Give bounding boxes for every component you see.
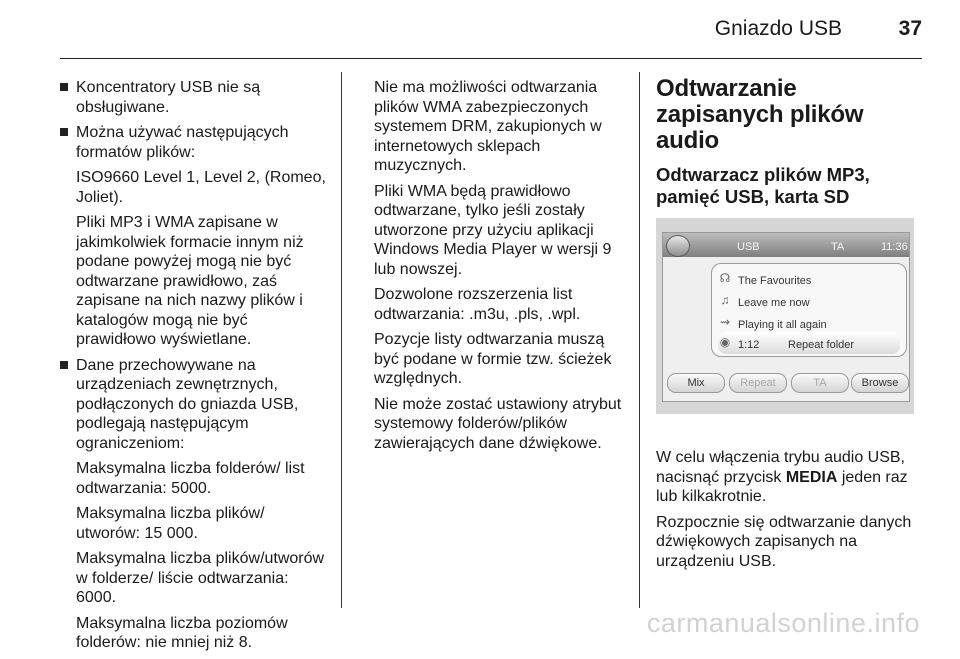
paragraph: Pozycje listy odtwarzania muszą być podane w formie tzw. ścieżek względnych. xyxy=(374,331,612,387)
track-list xyxy=(711,263,907,357)
paragraph xyxy=(656,448,922,507)
browse-button: Browse xyxy=(851,373,909,393)
bullet-text: Dane przechowywane na urządzeniach zewnętrznych, podłączonych do gniazda USB, podlegają następującym ograniczeniom: xyxy=(76,356,299,452)
page-header xyxy=(0,0,960,62)
source-label: USB xyxy=(737,241,760,253)
mix-button: Mix xyxy=(667,373,725,393)
bullet-square-icon xyxy=(60,83,68,91)
formats-paragraph: ISO9660 Level 1, Level 2, (Romeo, Joliet). xyxy=(76,169,326,206)
list-item-label: The Favourites xyxy=(738,275,812,287)
column-right xyxy=(656,76,922,577)
bullet-item xyxy=(60,123,330,162)
paragraph: Pliki WMA będą prawidłowo odtwarzane, tylko jeśli zostały utworzone przy użyciu aplikacji Windows Media Player w wersji 9 lub nowszej. xyxy=(374,182,612,278)
paragraph-text: jeden raz lub kilkakrotnie. xyxy=(656,468,908,505)
bullet-item xyxy=(60,356,330,454)
media-key-label: MEDIA xyxy=(785,468,838,486)
ta-indicator: TA xyxy=(831,241,845,253)
disc-icon: ◉ xyxy=(719,335,731,349)
watermark: carmanualsonline.info xyxy=(646,608,920,638)
paragraph: Nie może zostać ustawiony atrybut systemowy folderów/plików zawierających dane dźwiękowe. xyxy=(374,395,622,452)
list-item-selected xyxy=(718,332,900,354)
bullet-square-icon xyxy=(60,361,68,369)
paragraph: Nie ma możliwości odtwarzania plików WMA zabezpieczonych systemem DRM, zakupionych w internetowych sklepach muzycznych. xyxy=(374,79,602,174)
list-item xyxy=(718,268,900,290)
limit-paragraph: Maksymalna liczba poziomów folderów: nie mniej niż 8. xyxy=(76,614,288,651)
bullet-square-icon xyxy=(60,128,68,136)
bullet-text: Koncentratory USB nie są obsługiwane. xyxy=(76,79,261,116)
paragraph: Dozwolone rozszerzenia list odtwarzania: .m3u, .pls, .wpl. xyxy=(374,286,581,323)
playback-time: 1:12 xyxy=(738,339,760,351)
column-divider xyxy=(639,72,640,608)
music-note-icon: ♫ xyxy=(720,293,730,307)
limit-paragraph: Maksymalna liczba plików/utworów w folderze/ liście odtwarzania: 6000. xyxy=(76,550,325,606)
clock: 11:36 xyxy=(881,241,908,253)
repeat-button: Repeat xyxy=(729,373,787,393)
screen-display xyxy=(662,232,910,402)
list-item-label: Leave me now xyxy=(738,297,810,309)
header-rule xyxy=(60,58,922,59)
home-icon xyxy=(666,235,690,257)
infotainment-screen-image xyxy=(656,218,914,414)
paragraph: Rozpocznie się odtwarzanie danych dźwiękowych zapisanych na urządzeniu USB. xyxy=(656,513,912,570)
formats-note: Pliki MP3 i WMA zapisane w jakimkolwiek formacie innym niż podane powyżej mogą nie być odtwarzane prawidłowo, zaś zapisane na nich nazwy plików i katalogów mogą nie być prawidłowo wyświetlane. xyxy=(76,214,304,348)
section-heading: Odtwarzanie zapisanych plików audio xyxy=(656,75,864,154)
column-left xyxy=(60,78,330,659)
column-middle xyxy=(374,78,630,459)
bullet-item xyxy=(60,78,330,117)
bullet-text: Można używać następujących formatów plików: xyxy=(76,124,289,161)
header-title: Gniazdo USB xyxy=(714,17,842,40)
headphones-icon: ☊ xyxy=(719,271,731,285)
page-number: 37 xyxy=(898,17,922,40)
list-item xyxy=(718,312,900,334)
limit-paragraph: Maksymalna liczba plików/ utworów: 15 000. xyxy=(76,505,265,542)
limit-paragraph: Maksymalna liczba folderów/ list odtwarzania: 5000. xyxy=(76,460,305,497)
subsection-heading: Odtwarzacz plików MP3, pamięć USB, karta SD xyxy=(656,164,870,207)
playing-icon: ⇝ xyxy=(719,315,731,329)
list-item-label: Playing it all again xyxy=(738,319,827,331)
screen-top-bar xyxy=(663,233,909,257)
paragraph-text: W celu włączenia trybu audio USB, nacisnąć przycisk xyxy=(656,449,905,486)
column-divider xyxy=(341,72,342,608)
list-item xyxy=(718,290,900,312)
ta-button: TA xyxy=(791,373,849,393)
repeat-folder-label: Repeat folder xyxy=(788,339,855,351)
